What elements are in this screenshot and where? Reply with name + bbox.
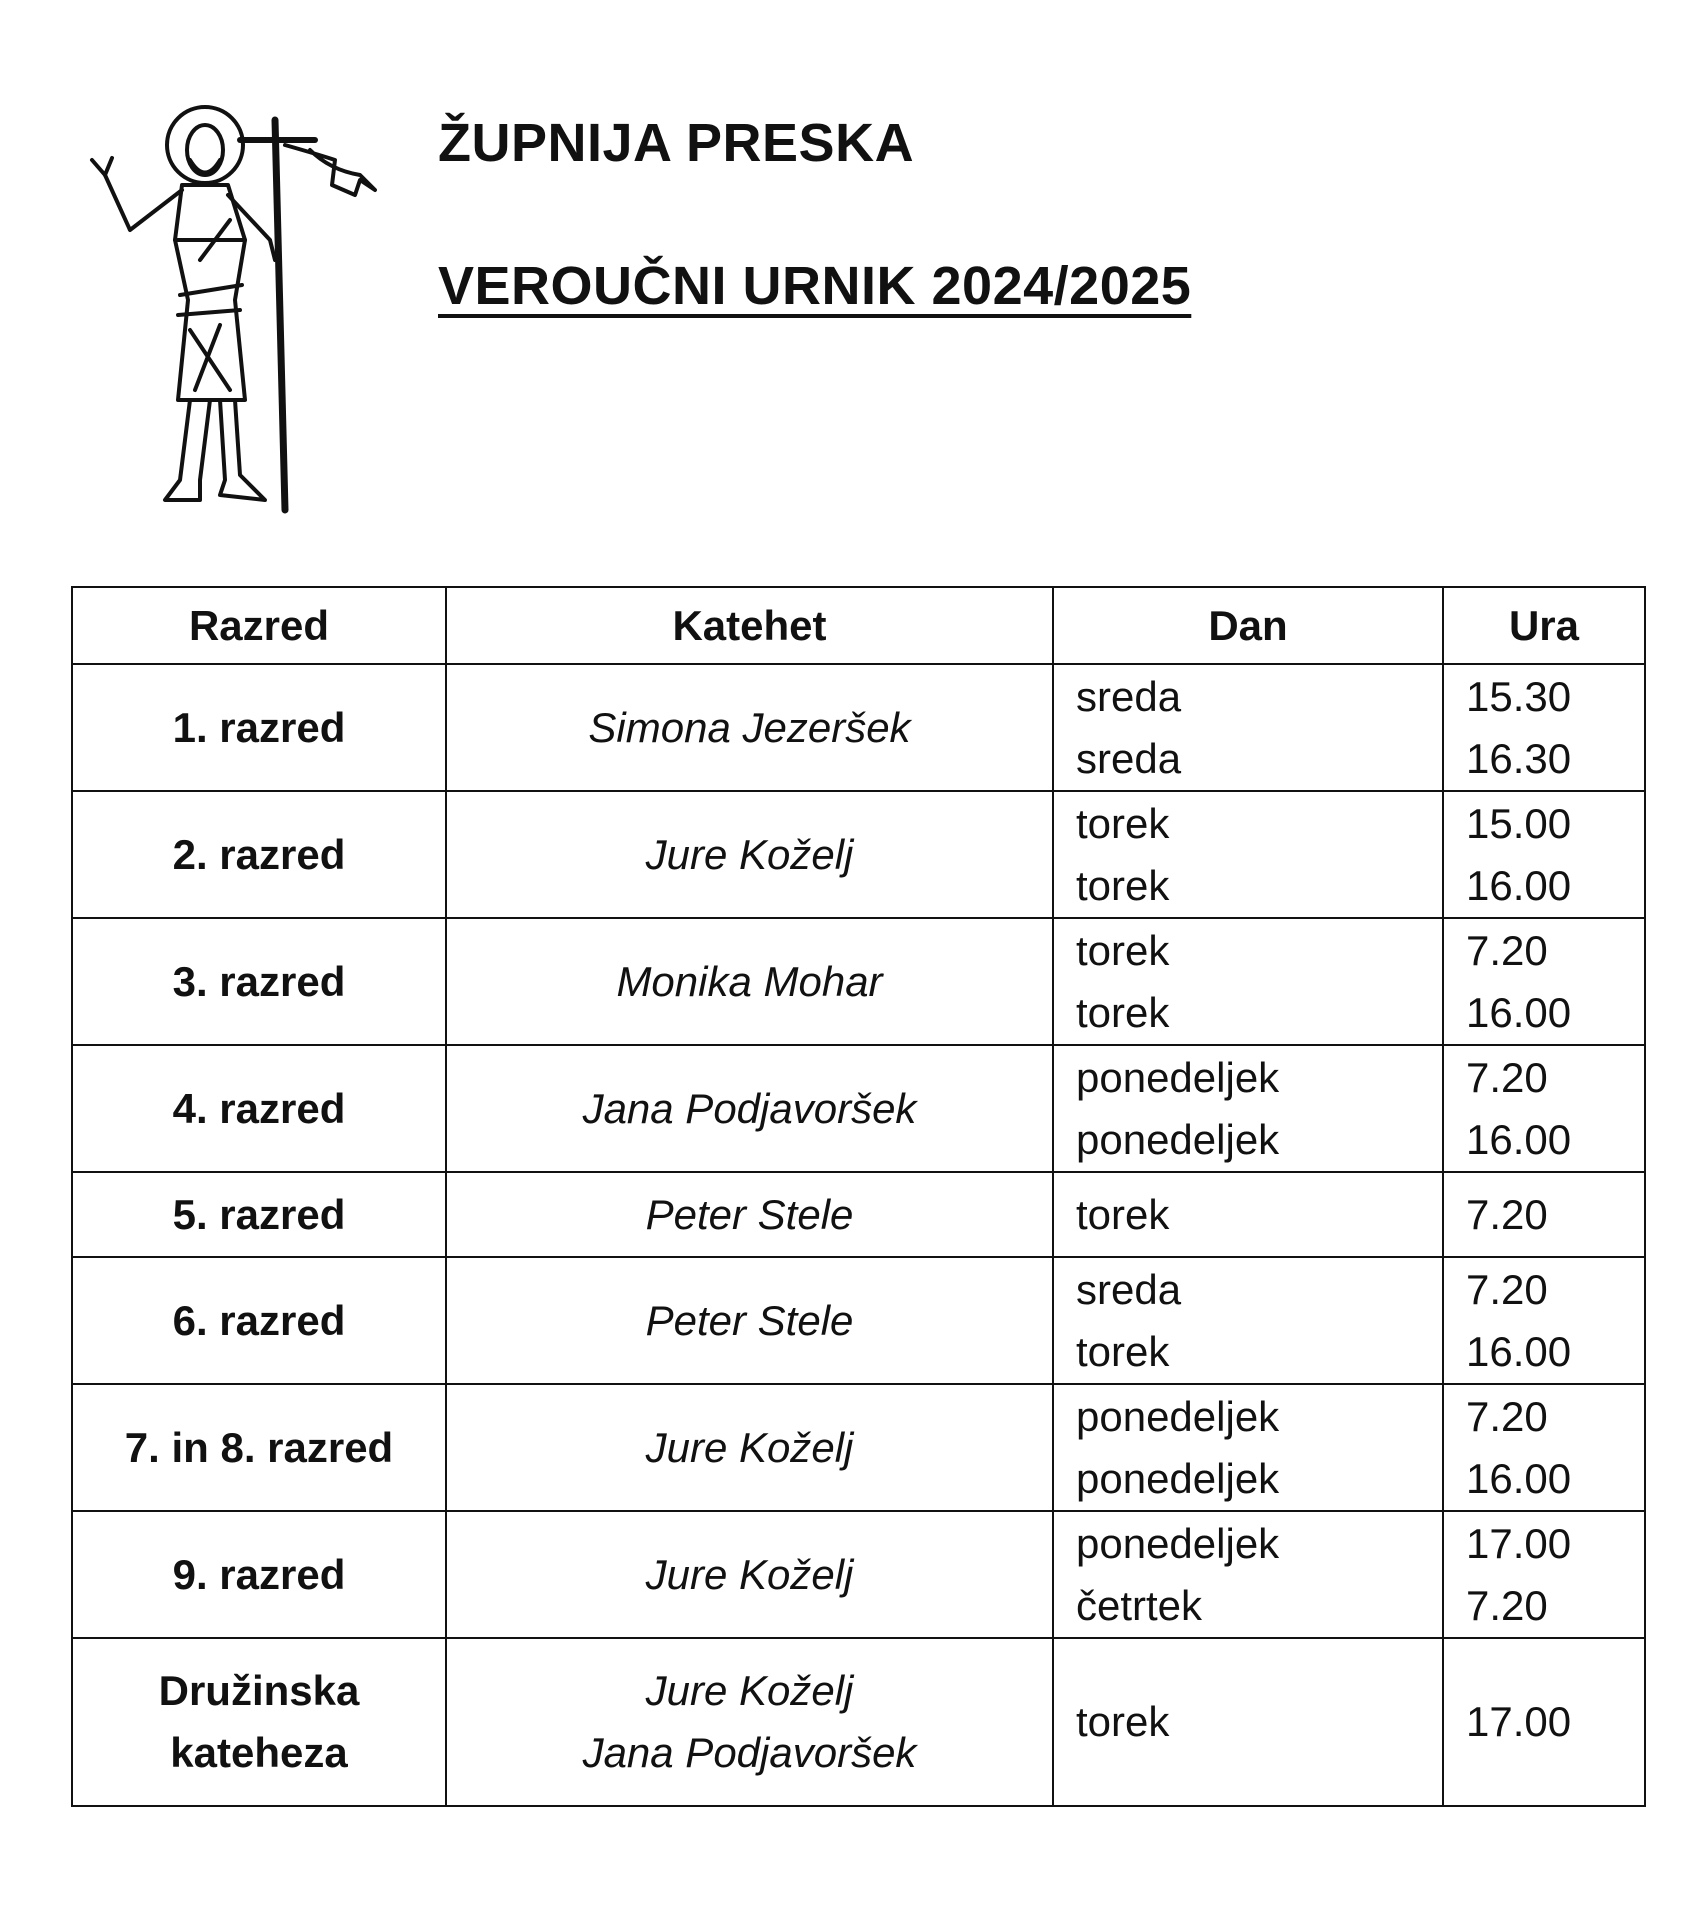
cell-ura (1443, 1045, 1645, 1172)
cell-dan-line: ponedeljek (1076, 1053, 1280, 1101)
cell-razred (72, 1511, 446, 1638)
cell-ura-line: 7.20 (1466, 1392, 1548, 1440)
cell-razred (72, 1172, 446, 1257)
cell-dan-line: torek (1076, 799, 1170, 847)
cell-ura-line: 7.20 (1466, 926, 1548, 974)
cell-katehet (446, 1511, 1053, 1638)
column-header-ura: Ura (1443, 587, 1645, 664)
cell-ura-line: 16.00 (1466, 988, 1572, 1036)
cell-katehet (446, 664, 1053, 791)
cell-katehet-line: Monika Mohar (616, 957, 883, 1005)
cell-dan-line: torek (1076, 1327, 1170, 1375)
cell-ura-line: 7.20 (1466, 1265, 1548, 1313)
cell-dan-line: sreda (1076, 1265, 1182, 1313)
cell-razred (72, 918, 446, 1045)
cell-katehet (446, 791, 1053, 918)
cell-ura (1443, 918, 1645, 1045)
cell-ura (1443, 1384, 1645, 1511)
cell-ura-line: 15.30 (1466, 672, 1572, 720)
cell-ura (1443, 791, 1645, 918)
cell-dan-line: ponedeljek (1076, 1519, 1280, 1567)
cell-razred-line: 2. razred (172, 830, 346, 878)
table-row (72, 1172, 1645, 1257)
cell-dan-line: torek (1076, 1190, 1170, 1238)
cell-dan-line: ponedeljek (1076, 1115, 1280, 1163)
cell-katehet-line: Jure Koželj (645, 1667, 854, 1714)
cell-razred (72, 1045, 446, 1172)
cell-katehet (446, 1384, 1053, 1511)
cell-katehet-line: Jure Koželj (645, 830, 854, 878)
column-header-dan: Dan (1053, 587, 1443, 664)
cell-dan-line: torek (1076, 861, 1170, 909)
table-row (72, 1045, 1645, 1172)
cell-razred-line: 1. razred (172, 703, 346, 751)
cell-katehet-line: Jure Koželj (645, 1550, 854, 1598)
cell-dan-line: sreda (1076, 672, 1182, 720)
cell-katehet (446, 918, 1053, 1045)
cell-ura (1443, 664, 1645, 791)
cell-ura-line: 7.20 (1466, 1053, 1548, 1101)
cell-katehet (446, 1045, 1053, 1172)
cell-dan (1053, 918, 1443, 1045)
cell-ura (1443, 1172, 1645, 1257)
cell-ura-line: 16.00 (1466, 1454, 1572, 1502)
cell-katehet (446, 1638, 1053, 1806)
cell-ura (1443, 1511, 1645, 1638)
cell-dan (1053, 1638, 1443, 1806)
column-header-katehet: Katehet (446, 587, 1053, 664)
table-row (72, 664, 1645, 791)
cell-razred (72, 1638, 446, 1806)
cell-dan-line: ponedeljek (1076, 1392, 1280, 1440)
table-row (72, 791, 1645, 918)
cell-katehet-line: Peter Stele (645, 1296, 854, 1344)
cell-dan (1053, 1172, 1443, 1257)
cell-ura-line: 16.00 (1466, 1327, 1572, 1375)
cell-ura (1443, 1257, 1645, 1384)
cell-razred (72, 664, 446, 791)
cell-katehet (446, 1257, 1053, 1384)
cell-razred (72, 1384, 446, 1511)
cell-ura (1443, 1638, 1645, 1806)
saint-with-cross-icon (70, 100, 400, 540)
cell-ura-line: 16.30 (1466, 734, 1572, 782)
table-row (72, 1384, 1645, 1511)
cell-dan-line: četrtek (1076, 1581, 1203, 1629)
cell-razred-line: 3. razred (172, 957, 346, 1005)
cell-ura-line: 17.00 (1466, 1519, 1572, 1567)
parish-name: ŽUPNIJA PRESKA (438, 113, 915, 173)
table-row (72, 918, 1645, 1045)
cell-dan (1053, 791, 1443, 918)
cell-ura-line: 16.00 (1466, 861, 1572, 909)
cell-razred-line: 7. in 8. razred (124, 1423, 394, 1471)
cell-ura-line: 15.00 (1466, 799, 1572, 847)
cell-katehet-line: Jana Podjavoršek (582, 1084, 917, 1132)
cell-razred (72, 791, 446, 918)
cell-ura-line: 17.00 (1466, 1698, 1572, 1745)
table-header-row (72, 587, 1645, 664)
schedule-table (71, 586, 1646, 1807)
cell-razred (72, 1257, 446, 1384)
cell-dan-line: ponedeljek (1076, 1454, 1280, 1502)
table-row (72, 1638, 1645, 1806)
column-header-razred: Razred (72, 587, 446, 664)
page-title: VEROUČNI URNIK 2024/2025 (438, 256, 1192, 316)
cell-katehet (446, 1172, 1053, 1257)
cell-katehet-line: Jana Podjavoršek (582, 1729, 917, 1776)
cell-katehet-line: Jure Koželj (645, 1423, 854, 1471)
table-row (72, 1257, 1645, 1384)
cell-dan-line: sreda (1076, 734, 1182, 782)
cell-dan (1053, 1511, 1443, 1638)
cell-ura-line: 7.20 (1466, 1581, 1548, 1629)
cell-razred-line: 4. razred (172, 1084, 346, 1132)
cell-razred-line: kateheza (170, 1729, 348, 1776)
cell-katehet-line: Simona Jezeršek (588, 703, 911, 751)
cell-dan (1053, 1045, 1443, 1172)
cell-dan (1053, 1257, 1443, 1384)
cell-dan (1053, 664, 1443, 791)
cell-razred-line: 5. razred (172, 1190, 346, 1238)
cell-razred-line: Družinska (158, 1667, 360, 1714)
cell-dan-line: torek (1076, 1698, 1170, 1745)
cell-ura-line: 7.20 (1466, 1190, 1548, 1238)
table-row (72, 1511, 1645, 1638)
cell-dan-line: torek (1076, 926, 1170, 974)
cell-ura-line: 16.00 (1466, 1115, 1572, 1163)
cell-dan-line: torek (1076, 988, 1170, 1036)
cell-dan (1053, 1384, 1443, 1511)
cell-razred-line: 6. razred (172, 1296, 346, 1344)
cell-katehet-line: Peter Stele (645, 1190, 854, 1238)
cell-razred-line: 9. razred (172, 1550, 346, 1598)
